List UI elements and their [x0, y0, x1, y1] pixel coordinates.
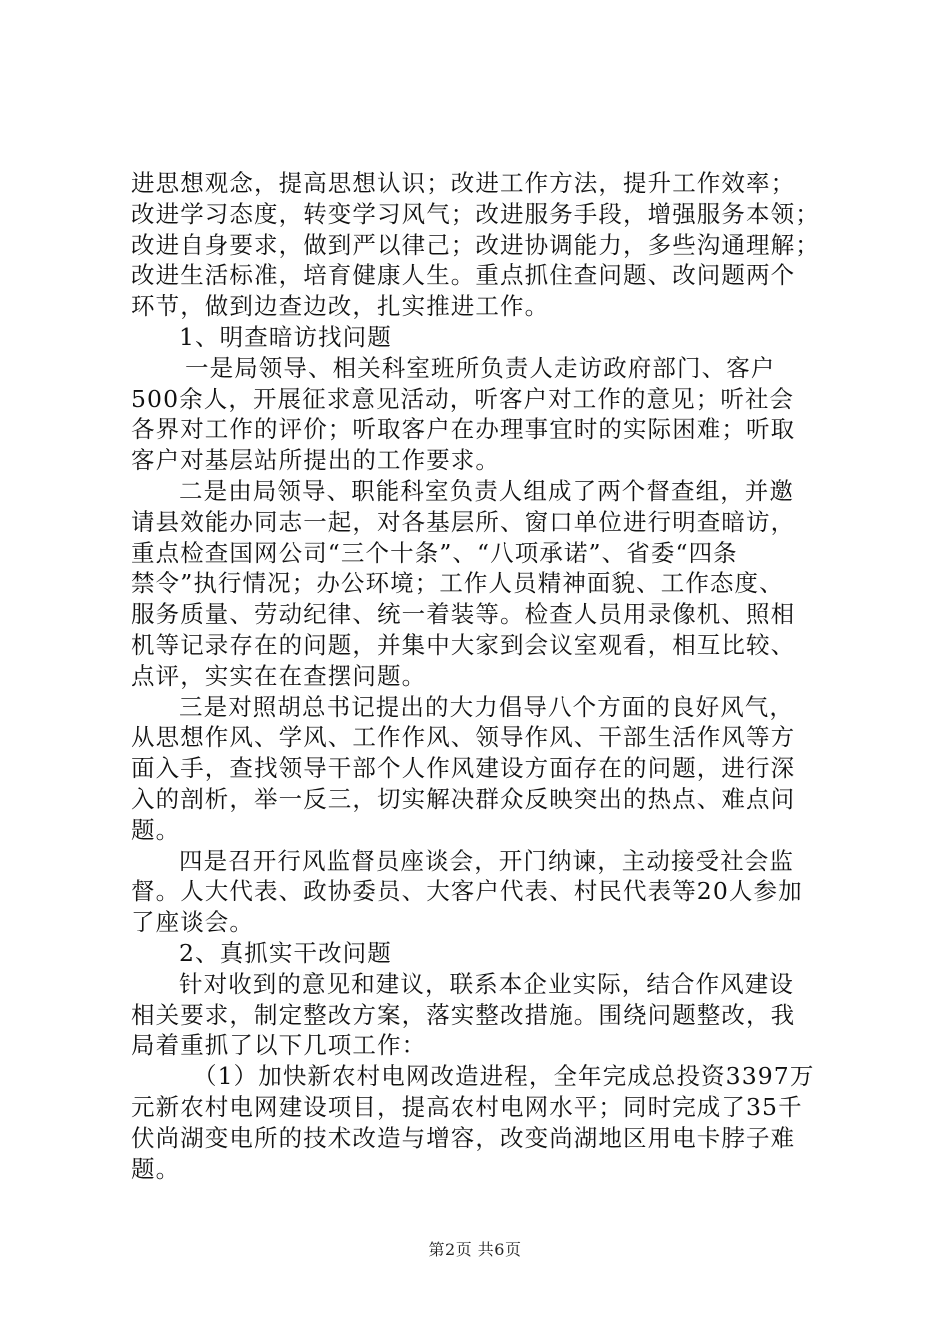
- text-line: 环节，做到边查边改，扎实推进工作。: [131, 292, 550, 321]
- text-line: 了座谈会。: [131, 908, 254, 937]
- text-line: 改进自身要求，做到严以律己；改进协调能力，多些沟通理解；: [131, 230, 820, 259]
- text-line: 元新农村电网建设项目，提高农村电网水平；同时完成了35千: [131, 1092, 803, 1121]
- text-line: 题。: [131, 1154, 181, 1183]
- text-line: 服务质量、劳动纪律、统一着装等。检查人员用录像机、照相: [131, 600, 796, 629]
- section-heading: 2、真抓实干改问题: [179, 938, 392, 967]
- page-footer: 第2页 共6页: [428, 1240, 522, 1259]
- text-line: 禁令”执行情况；办公环境；工作人员精神面貌、工作态度、: [131, 569, 784, 598]
- text-line: 客户对基层站所提出的工作要求。: [131, 446, 500, 475]
- text-line: 督。人大代表、政协委员、大客户代表、村民代表等20人参加: [131, 877, 803, 906]
- text-line: 进思想观念，提高思想认识；改进工作方法，提升工作效率；: [131, 169, 796, 197]
- text-line: 请县效能办同志一起，对各基层所、窗口单位进行明查暗访，: [131, 507, 796, 536]
- text-line: 重点检查国网公司“三个十条”、“八项承诺”、省委“四条: [131, 538, 738, 567]
- section-heading: 1、明查暗访找问题: [179, 322, 392, 351]
- text-line: 500余人，开展征求意见活动，听客户对工作的意见；听社会: [131, 384, 795, 413]
- text-line: 一是局领导、相关科室班所负责人走访政府部门、客户: [185, 353, 776, 382]
- text-line: 面入手，查找领导干部个人作风建设方面存在的问题，进行深: [131, 754, 796, 783]
- text-line: 改进学习态度，转变学习风气；改进服务手段，增强服务本领；: [131, 199, 820, 228]
- text-line: 伏尚湖变电所的技术改造与增容，改变尚湖地区用电卡脖子难: [131, 1123, 796, 1152]
- text-line: 针对收到的意见和建议，联系本企业实际，结合作风建设: [179, 969, 794, 998]
- text-line: 四是召开行风监督员座谈会，开门纳谏，主动接受社会监: [179, 846, 794, 875]
- text-line: 局着重抓了以下几项工作：: [131, 1031, 427, 1060]
- text-line: 机等记录存在的问题，并集中大家到会议室观看，相互比较、: [131, 630, 796, 659]
- text-line: 入的剖析，举一反三，切实解决群众反映突出的热点、难点问: [131, 784, 796, 813]
- text-line: 三是对照胡总书记提出的大力倡导八个方面的良好风气，: [179, 692, 794, 721]
- text-line: 从思想作风、学风、工作作风、领导作风、干部生活作风等方: [131, 723, 796, 752]
- text-line: 二是由局领导、职能科室负责人组成了两个督查组，并邀: [179, 476, 794, 505]
- text-line: 各界对工作的评价；听取客户在办理事宜时的实际困难；听取: [131, 415, 796, 444]
- body-text: [131, 168, 826, 1184]
- text-line: 相关要求，制定整改方案，落实整改措施。围绕问题整改，我: [131, 1000, 796, 1029]
- text-line: 题。: [131, 815, 181, 844]
- text-line: 改进生活标准，培育健康人生。重点抓住查问题、改问题两个: [131, 261, 796, 290]
- text-line: （1）加快新农村电网改造进程，全年完成总投资3397万: [193, 1062, 815, 1091]
- text-line: 点评，实实在在查摆问题。: [131, 661, 427, 690]
